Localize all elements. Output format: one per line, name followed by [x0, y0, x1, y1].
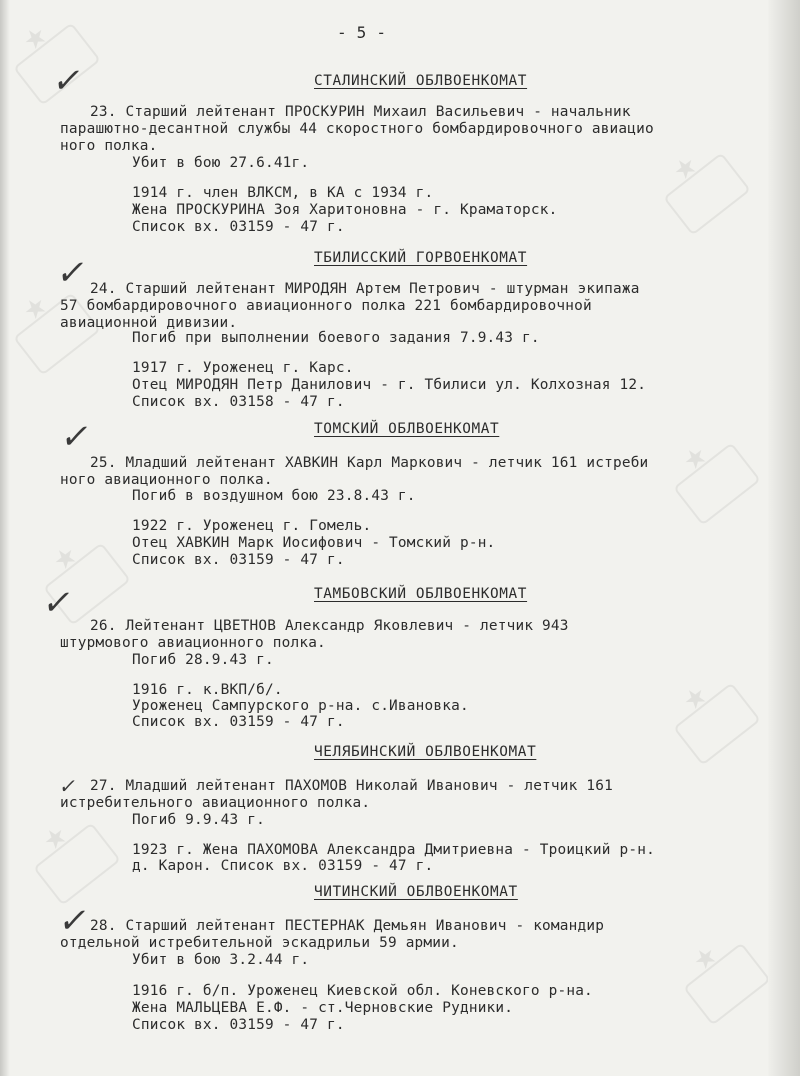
- watermark-stamp: [663, 152, 751, 235]
- entry-line: 25. Младший лейтенант ХАВКИН Карл Маркович - летчик 161 истреби: [90, 455, 649, 471]
- entry-line: 1916 г. б/п. Уроженец Киевской обл. Коневского р-на.: [132, 983, 593, 999]
- entry-line: Погиб при выполнении боевого задания 7.9.43 г.: [132, 330, 540, 346]
- entry-line: 1922 г. Уроженец г. Гомель.: [132, 518, 372, 534]
- entry-line: истребительного авиационного полка.: [60, 795, 371, 811]
- entry-line: Список вх. 03158 - 47 г.: [132, 394, 345, 410]
- entry-line: 28. Старший лейтенант ПЕСТЕРНАК Демьян Иванович - командир: [90, 918, 605, 934]
- entry-line: 57 бомбардировочного авиационного полка 221 бомбардировочной: [60, 298, 592, 314]
- office-heading: ТОМСКИЙ ОБЛВОЕНКОМАТ: [314, 421, 500, 437]
- entry-line: д. Карон. Список вх. 03159 - 47 г.: [132, 858, 434, 874]
- entry-line: Список вх. 03159 - 47 г.: [132, 1017, 345, 1033]
- check-mark-icon: ✓: [57, 417, 95, 457]
- office-heading: ТБИЛИССКИЙ ГОРВОЕНКОМАТ: [314, 250, 528, 266]
- entry-line: парашютно-десантной службы 44 скоростного бомбардировочного авиацио: [60, 121, 654, 137]
- entry-line: Отец ХАВКИН Марк Иосифович - Томский р-н.: [132, 535, 496, 551]
- entry-line: Жена ПРОСКУРИНА Зоя Харитоновна - г. Краматорск.: [132, 202, 558, 218]
- check-mark-icon: ✓: [57, 774, 80, 798]
- watermark-stamp: [33, 822, 121, 905]
- entry-line: 1916 г. к.ВКП/б/.: [132, 682, 283, 698]
- entry-line: Отец МИРОДЯН Петр Данилович - г. Тбилиси ул. Колхозная 12.: [132, 377, 647, 393]
- check-mark-icon: ✓: [53, 253, 91, 293]
- entry-line: ного полка.: [60, 138, 158, 154]
- entry-line: Жена МАЛЬЦЕВА Е.Ф. - ст.Черновские Рудники.: [132, 1000, 514, 1016]
- office-heading: ЧИТИНСКИЙ ОБЛВОЕНКОМАТ: [314, 884, 518, 900]
- entry-line: 24. Старший лейтенант МИРОДЯН Артем Петрович - штурман экипажа: [90, 281, 640, 297]
- entry-line: Погиб 9.9.43 г.: [132, 812, 265, 828]
- entry-line: 1914 г. член ВЛКСМ, в КА с 1934 г.: [132, 185, 434, 201]
- watermark-stamp: [673, 442, 761, 525]
- entry-line: 27. Младший лейтенант ПАХОМОВ Николай Иванович - летчик 161: [90, 778, 613, 794]
- check-mark-icon: ✓: [55, 901, 93, 941]
- office-heading: ЧЕЛЯБИНСКИЙ ОБЛВОЕНКОМАТ: [314, 744, 537, 760]
- entry-line: штурмового авиационного полка.: [60, 635, 326, 651]
- entry-line: 23. Старший лейтенант ПРОСКУРИН Михаил Васильевич - начальник: [90, 104, 631, 120]
- entry-line: ного авиационного полка.: [60, 472, 273, 488]
- page-number: - 5 -: [337, 23, 387, 42]
- office-heading: ТАМБОВСКИЙ ОБЛВОЕНКОМАТ: [314, 586, 528, 602]
- office-heading: СТАЛИНСКИЙ ОБЛВОЕНКОМАТ: [314, 73, 528, 89]
- check-mark-icon: ✓: [39, 583, 77, 623]
- check-mark-icon: ✓: [49, 61, 87, 101]
- entry-line: Список вх. 03159 - 47 г.: [132, 219, 345, 235]
- watermark-stamp: [673, 682, 761, 765]
- entry-line: 1917 г. Уроженец г. Карс.: [132, 360, 354, 376]
- watermark-stamp: [683, 942, 771, 1025]
- entry-line: авиационной дивизии.: [60, 315, 238, 331]
- entry-line: Погиб 28.9.43 г.: [132, 652, 274, 668]
- entry-line: 26. Лейтенант ЦВЕТНОВ Александр Яковлевич - летчик 943: [90, 618, 569, 634]
- entry-line: 1923 г. Жена ПАХОМОВА Александра Дмитриевна - Троицкий р-н.: [132, 842, 655, 858]
- entry-line: отдельной истребительной эскадрильи 59 армии.: [60, 935, 459, 951]
- entry-line: Список вх. 03159 - 47 г.: [132, 714, 345, 730]
- entry-line: Убит в бою 3.2.44 г.: [132, 952, 310, 968]
- entry-line: Погиб в воздушном бою 23.8.43 г.: [132, 488, 416, 504]
- entry-line: Убит в бою 27.6.41г.: [132, 155, 310, 171]
- entry-line: Уроженец Сампурского р-на. с.Ивановка.: [132, 698, 469, 714]
- entry-line: Список вх. 03159 - 47 г.: [132, 552, 345, 568]
